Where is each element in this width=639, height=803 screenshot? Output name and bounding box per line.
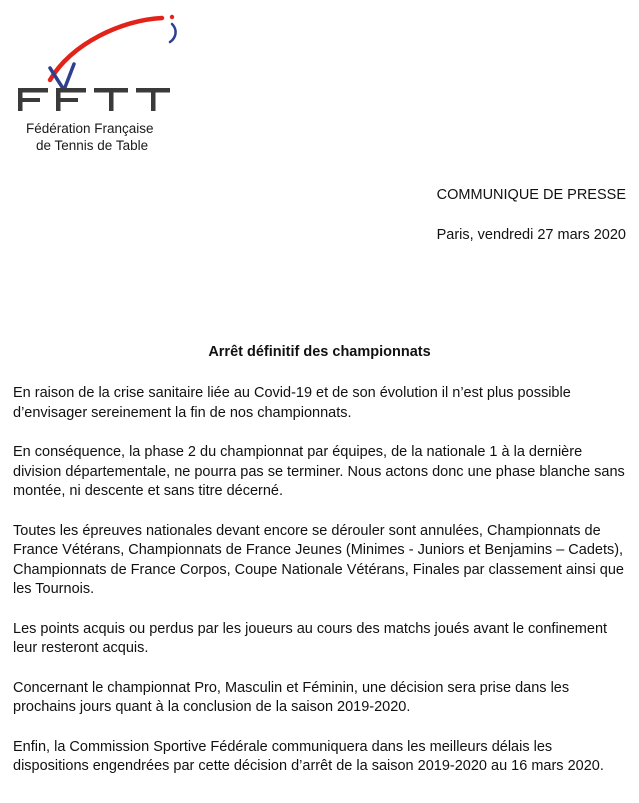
paragraph: Concernant le championnat Pro, Masculin et Féminin, une décision sera prise dans les prochains jours quant à la conclusion de la saison 2019-2020. xyxy=(13,679,570,715)
paragraph: En conséquence, la phase 2 du championnat par équipes, de la nationale 1 à la dernière division départementale, ne pourra pas se terminer. Nous actons donc une phase blanche sans montée, ni descente et sans titre décerné. xyxy=(13,444,625,499)
document-type: COMMUNIQUE DE PRESSE xyxy=(436,187,626,203)
paragraph: Enfin, la Commission Sportive Fédérale communiquera dans les meilleurs délais les dispositions engendrées par cette décision d’arrêt de la saison 2019-2020 au 16 mars 2020. xyxy=(13,738,604,774)
press-header xyxy=(437,186,626,244)
document-title: Arrêt définitif des championnats xyxy=(208,344,431,360)
logo-line-2: de Tennis de Table xyxy=(36,138,149,153)
fftt-logo-mark xyxy=(12,8,192,118)
document-date: Paris, vendredi 27 mars 2020 xyxy=(436,227,626,243)
fftt-logo xyxy=(12,8,192,158)
paragraph: Toutes les épreuves nationales devant encore se dérouler sont annulées, Championnats de France Vétérans, Championnats de France Jeunes (Minimes - Juniors et Benjamins – Cadets), Championnats de France Corpos, Coupe Nationale Vétérans, Finales par classement ainsi que les Tournois. xyxy=(13,522,624,597)
paragraph: En raison de la crise sanitaire liée au Covid-19 et de son évolution il n’est plus possible d’envisager sereinement la fin de nos championnats. xyxy=(13,385,571,421)
logo-line-1: Fédération Française xyxy=(26,121,154,136)
logo-federation-name xyxy=(26,120,154,154)
paragraph: Les points acquis ou perdus par les joueurs au cours des matchs joués avant le confinement leur resteront acquis. xyxy=(13,620,608,656)
document-body xyxy=(13,384,628,797)
